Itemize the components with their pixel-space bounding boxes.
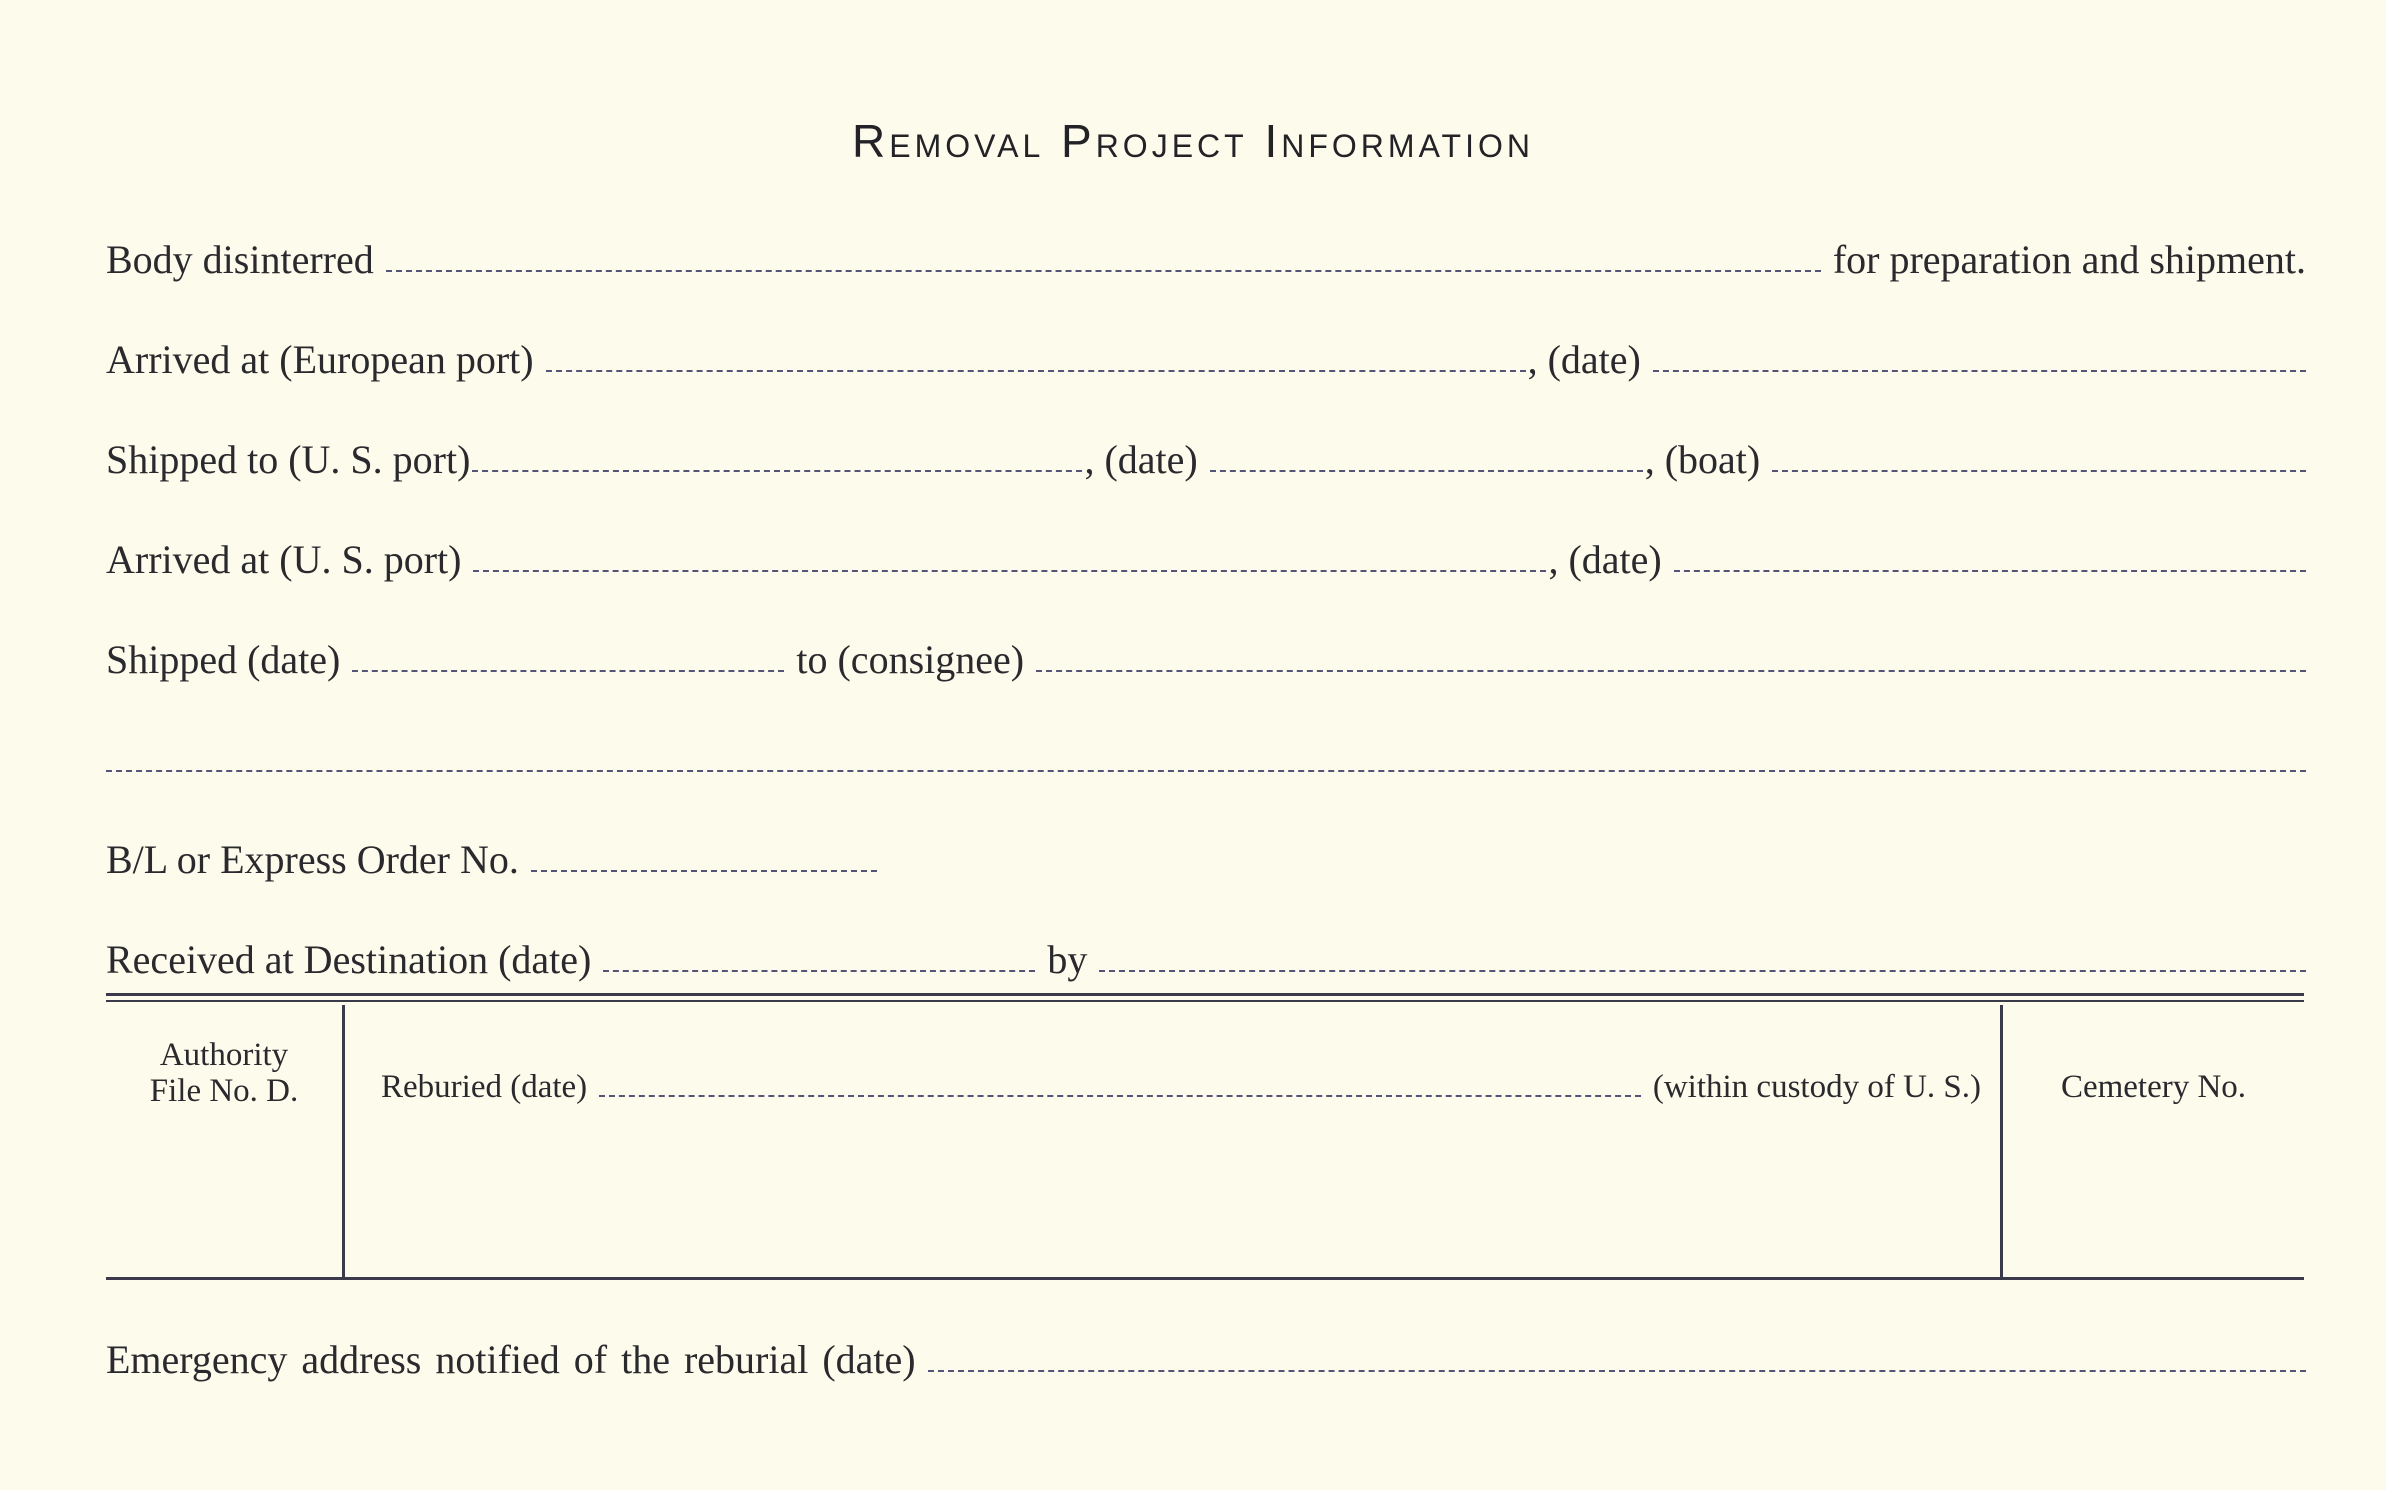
shipped-us-port-label: Shipped to (U. S. port) — [106, 437, 471, 482]
consignee-continued-field[interactable] — [106, 770, 2306, 772]
table-divider-left — [342, 1005, 345, 1277]
row-arrived-us-port — [106, 522, 2306, 582]
arrived-us-port-field[interactable] — [473, 570, 1546, 572]
table-bottom-rule — [106, 1277, 2304, 1280]
bl-express-order-label: B/L or Express Order No. — [106, 837, 519, 882]
preparation-shipment-label: for preparation and shipment. — [1832, 237, 2306, 282]
bl-express-order-field[interactable] — [531, 870, 877, 872]
us-port-field[interactable] — [472, 470, 1082, 472]
authority-label: Authority — [159, 1037, 289, 1073]
emergency-address-label: Emergency address notified of the reburial (date) — [106, 1337, 916, 1382]
reburial-table — [106, 1005, 2304, 1281]
row-consignee-continued — [106, 722, 2306, 782]
form-title: Removal Project Information — [852, 115, 1534, 167]
reburied-date-label: Reburied (date) — [381, 1069, 588, 1105]
row-arrived-european-port — [106, 322, 2306, 382]
double-rule-top — [106, 993, 2304, 996]
shipped-date-field[interactable] — [352, 670, 784, 672]
cemetery-no-label: Cemetery No. — [2060, 1069, 2247, 1105]
emergency-address-date-field[interactable] — [928, 1370, 2306, 1372]
reburied-cell — [381, 1069, 1981, 1105]
arrived-european-port-label: Arrived at (European port) — [106, 337, 534, 382]
file-no-label: File No. D. — [149, 1073, 299, 1109]
body-disinterred-label: Body disinterred — [106, 237, 374, 282]
consignee-label: to (consignee) — [796, 637, 1025, 682]
received-by-label: by — [1047, 937, 1088, 982]
arrived-us-port-label: Arrived at (U. S. port) — [106, 537, 462, 582]
shipped-date-label: Shipped (date) — [106, 637, 341, 682]
row-body-disinterred — [106, 222, 2306, 282]
arrival-date-label: , (date) — [1527, 337, 1641, 382]
european-port-field[interactable] — [546, 370, 1526, 372]
ship-date-field[interactable] — [1210, 470, 1643, 472]
arrival-date-field[interactable] — [1653, 370, 2306, 372]
table-divider-right — [2000, 1005, 2003, 1277]
body-disinterred-field[interactable] — [386, 270, 1821, 272]
row-received-destination — [106, 922, 2306, 982]
received-destination-label: Received at Destination (date) — [106, 937, 592, 982]
boat-label: , (boat) — [1644, 437, 1761, 482]
us-arrival-date-label: , (date) — [1548, 537, 1662, 582]
boat-field[interactable] — [1772, 470, 2306, 472]
consignee-field[interactable] — [1036, 670, 2306, 672]
received-date-field[interactable] — [603, 970, 1035, 972]
double-rule-bottom — [106, 1000, 2304, 1002]
reburied-date-field[interactable] — [599, 1095, 1641, 1097]
row-shipped-us-port — [106, 422, 2306, 482]
within-custody-label: (within custody of U. S.) — [1652, 1069, 1981, 1105]
row-shipped-consignee — [106, 622, 2306, 682]
ship-date-label: , (date) — [1084, 437, 1198, 482]
row-emergency-address — [106, 1322, 2306, 1382]
us-arrival-date-field[interactable] — [1674, 570, 2306, 572]
authority-file-cell — [106, 1037, 342, 1109]
row-bl-express-order — [106, 822, 2306, 882]
received-by-field[interactable] — [1099, 970, 2306, 972]
